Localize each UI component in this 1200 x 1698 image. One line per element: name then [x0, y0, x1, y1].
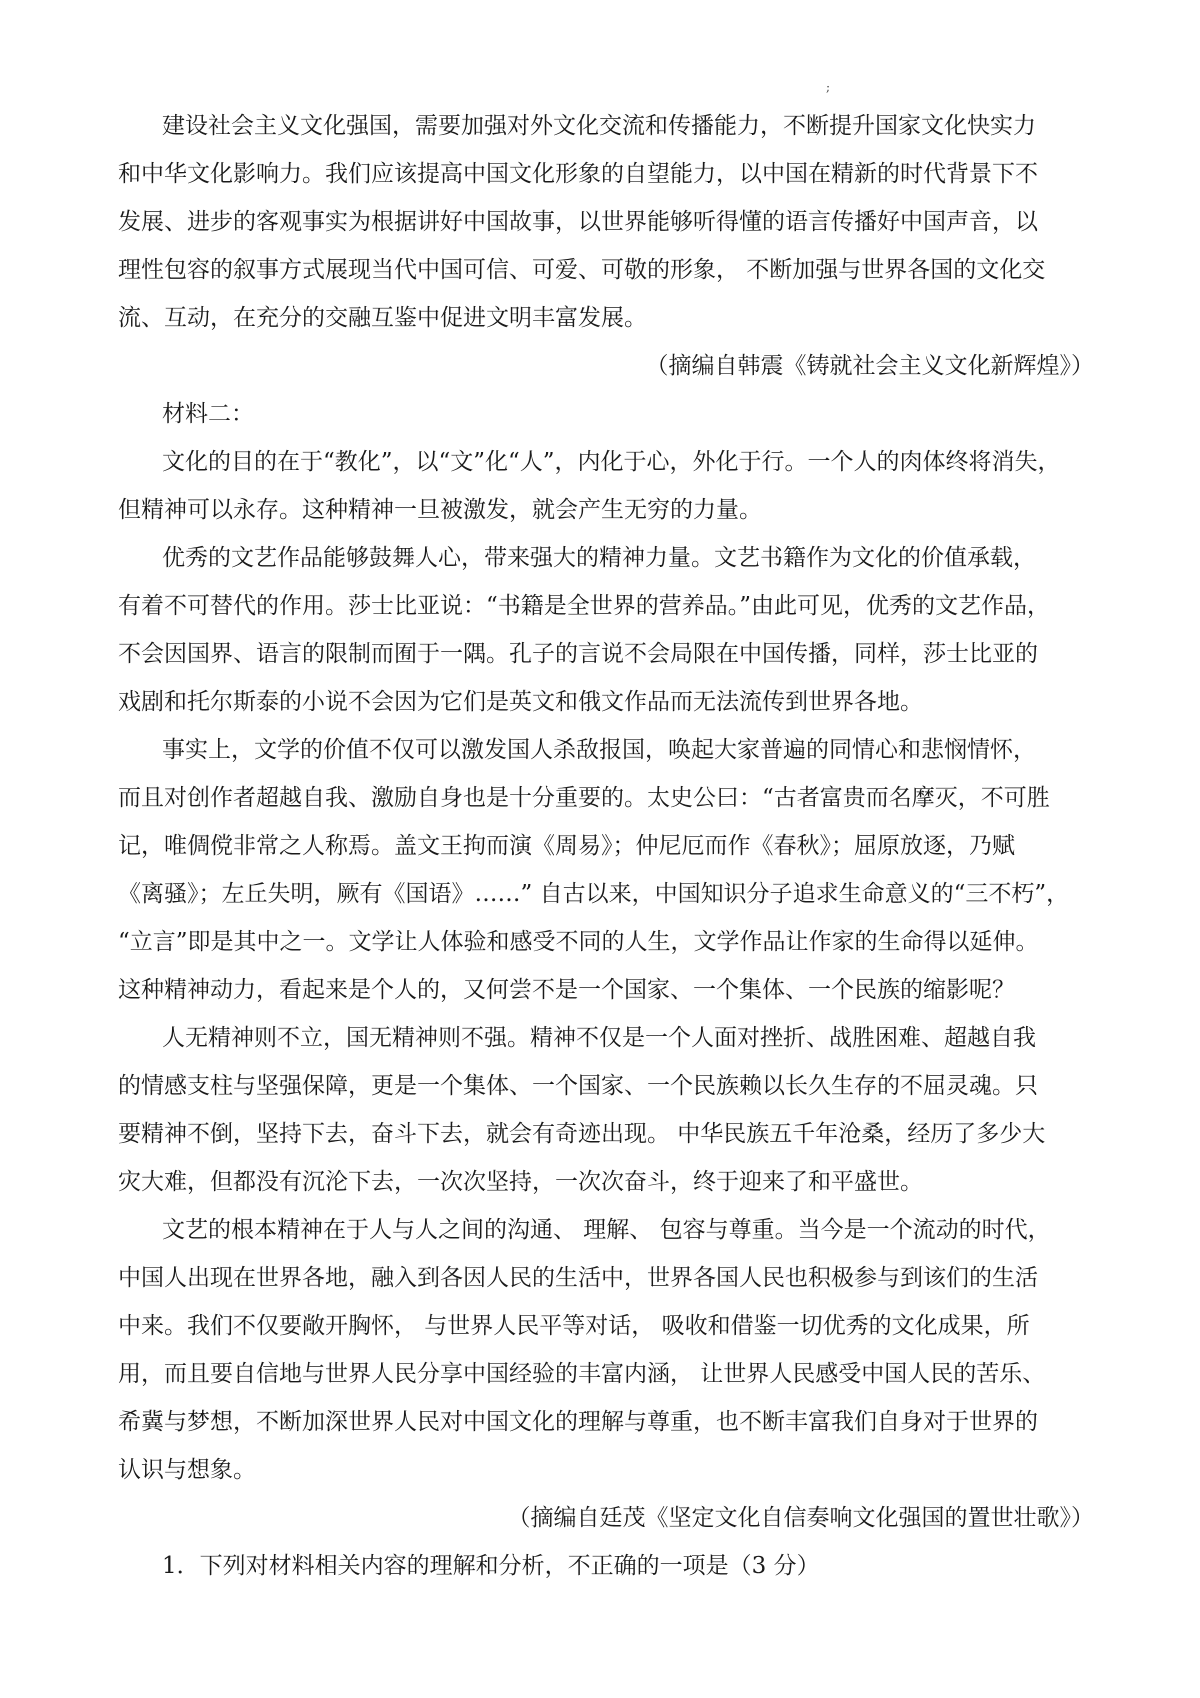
material2-paragraph-5 [118, 1206, 1090, 1494]
material2-heading: 材料二： [162, 401, 254, 427]
text-line: 用，而且要自信地与世界人民分享中国经验的丰富内涵， 让世界人民感受中国人民的苦乐、 [118, 1361, 1046, 1387]
text-line: “立言”即是其中之一。文学让人体验和感受不同的人生，文学作品让作家的生命得以延伸。 [118, 929, 1039, 955]
text-line: 希冀与梦想，不断加深世界人民对中国文化的理解与尊重，也不断丰富我们自身对于世界的 [118, 1409, 1038, 1435]
text-line: 中国人出现在世界各地，融入到各因人民的生活中，世界各国人民也积极参与到该们的生活 [118, 1265, 1038, 1291]
material2-paragraph-4 [118, 1014, 1090, 1206]
text-line: 不会因国界、语言的限制而囿于一隅。孔子的言说不会局限在中国传播，同样，莎士比亚的 [118, 641, 1038, 667]
text-line: 文化的目的在于“教化”，以“文”化“人”，内化于心，外化于行。一个人的肉体终将消失， [162, 449, 1061, 475]
page-mark: ; [826, 80, 831, 94]
source-citation-2: （摘编自廷茂《坚定文化自信奏响文化强国的置世壮歌》） [507, 1505, 1094, 1531]
material1-paragraph [118, 102, 1090, 342]
text-line: 和中华文化影响力。我们应该提高中国文化形象的自望能力，以中国在精新的时代背景下不 [118, 161, 1038, 187]
material2-paragraph-3 [118, 726, 1090, 1014]
material2-paragraph-1 [118, 438, 1090, 534]
source-citation-1: （摘编自韩震《铸就社会主义文化新辉煌》） [645, 353, 1094, 379]
text-line: 这种精神动力，看起来是个人的，又何尝不是一个国家、一个集体、一个民族的缩影呢？ [118, 977, 1015, 1003]
text-line: 要精神不倒，坚持下去，奋斗下去，就会有奇迹出现。 中华民族五千年沧桑，经历了多少大 [118, 1121, 1046, 1147]
material2-paragraph-2 [118, 534, 1090, 726]
text-line: 理性包容的叙事方式展现当代中国可信、可爱、可敬的形象， 不断加强与世界各国的文化交 [118, 257, 1046, 283]
text-line: 建设社会主义文化强国，需要加强对外文化交流和传播能力，不断提升国家文化快实力 [162, 113, 1036, 139]
text-line: 流、互动，在充分的交融互鉴中促进文明丰富发展。 [118, 305, 647, 331]
text-line: 的情感支柱与坚强保障，更是一个集体、一个国家、一个民族赖以长久生存的不屈灵魂。只 [118, 1073, 1038, 1099]
text-line: 认识与想象。 [118, 1457, 256, 1483]
question-1: 1．下列对材料相关内容的理解和分析，不正确的一项是（3 分） [162, 1553, 820, 1579]
text-line: 《离骚》；左丘失明，厥有《国语》……” 自古以来，中国知识分子追求生命意义的“三不朽”， [118, 881, 1070, 907]
text-line: 人无精神则不立，国无精神则不强。精神不仅是一个人面对挫折、战胜困难、超越自我 [162, 1025, 1036, 1051]
text-line: 但精神可以永存。这种精神一旦被激发，就会产生无穷的力量。 [118, 497, 762, 523]
text-line: 灾大难，但都没有沉沦下去，一次次坚持，一次次奋斗，终于迎来了和平盛世。 [118, 1169, 923, 1195]
text-line: 记，唯倜傥非常之人称焉。盖文王拘而演《周易》；仲尼厄而作《春秋》；屈原放逐，乃赋 [118, 833, 1015, 859]
text-line: 事实上，文学的价值不仅可以激发国人杀敌报国，唤起大家普遍的同情心和悲悯情怀， [162, 737, 1036, 763]
text-line: 发展、进步的客观事实为根据讲好中国故事，以世界能够听得懂的语言传播好中国声音，以 [118, 209, 1038, 235]
text-line: 戏剧和托尔斯泰的小说不会因为它们是英文和俄文作品而无法流传到世界各地。 [118, 689, 923, 715]
text-line: 中来。我们不仅要敞开胸怀， 与世界人民平等对话， 吸收和借鉴一切优秀的文化成果，所 [118, 1313, 1030, 1339]
text-line: 优秀的文艺作品能够鼓舞人心，带来强大的精神力量。文艺书籍作为文化的价值承载， [162, 545, 1036, 571]
text-line: 有着不可替代的作用。莎士比亚说：“书籍是全世界的营养品。”由此可见，优秀的文艺作品， [118, 593, 1051, 619]
text-line: 而且对创作者超越自我、激励自身也是十分重要的。太史公曰：“古者富贵而名摩灭，不可胜 [118, 785, 1050, 811]
text-line: 文艺的根本精神在于人与人之间的沟通、 理解、 包容与尊重。当今是一个流动的时代， [162, 1217, 1051, 1243]
